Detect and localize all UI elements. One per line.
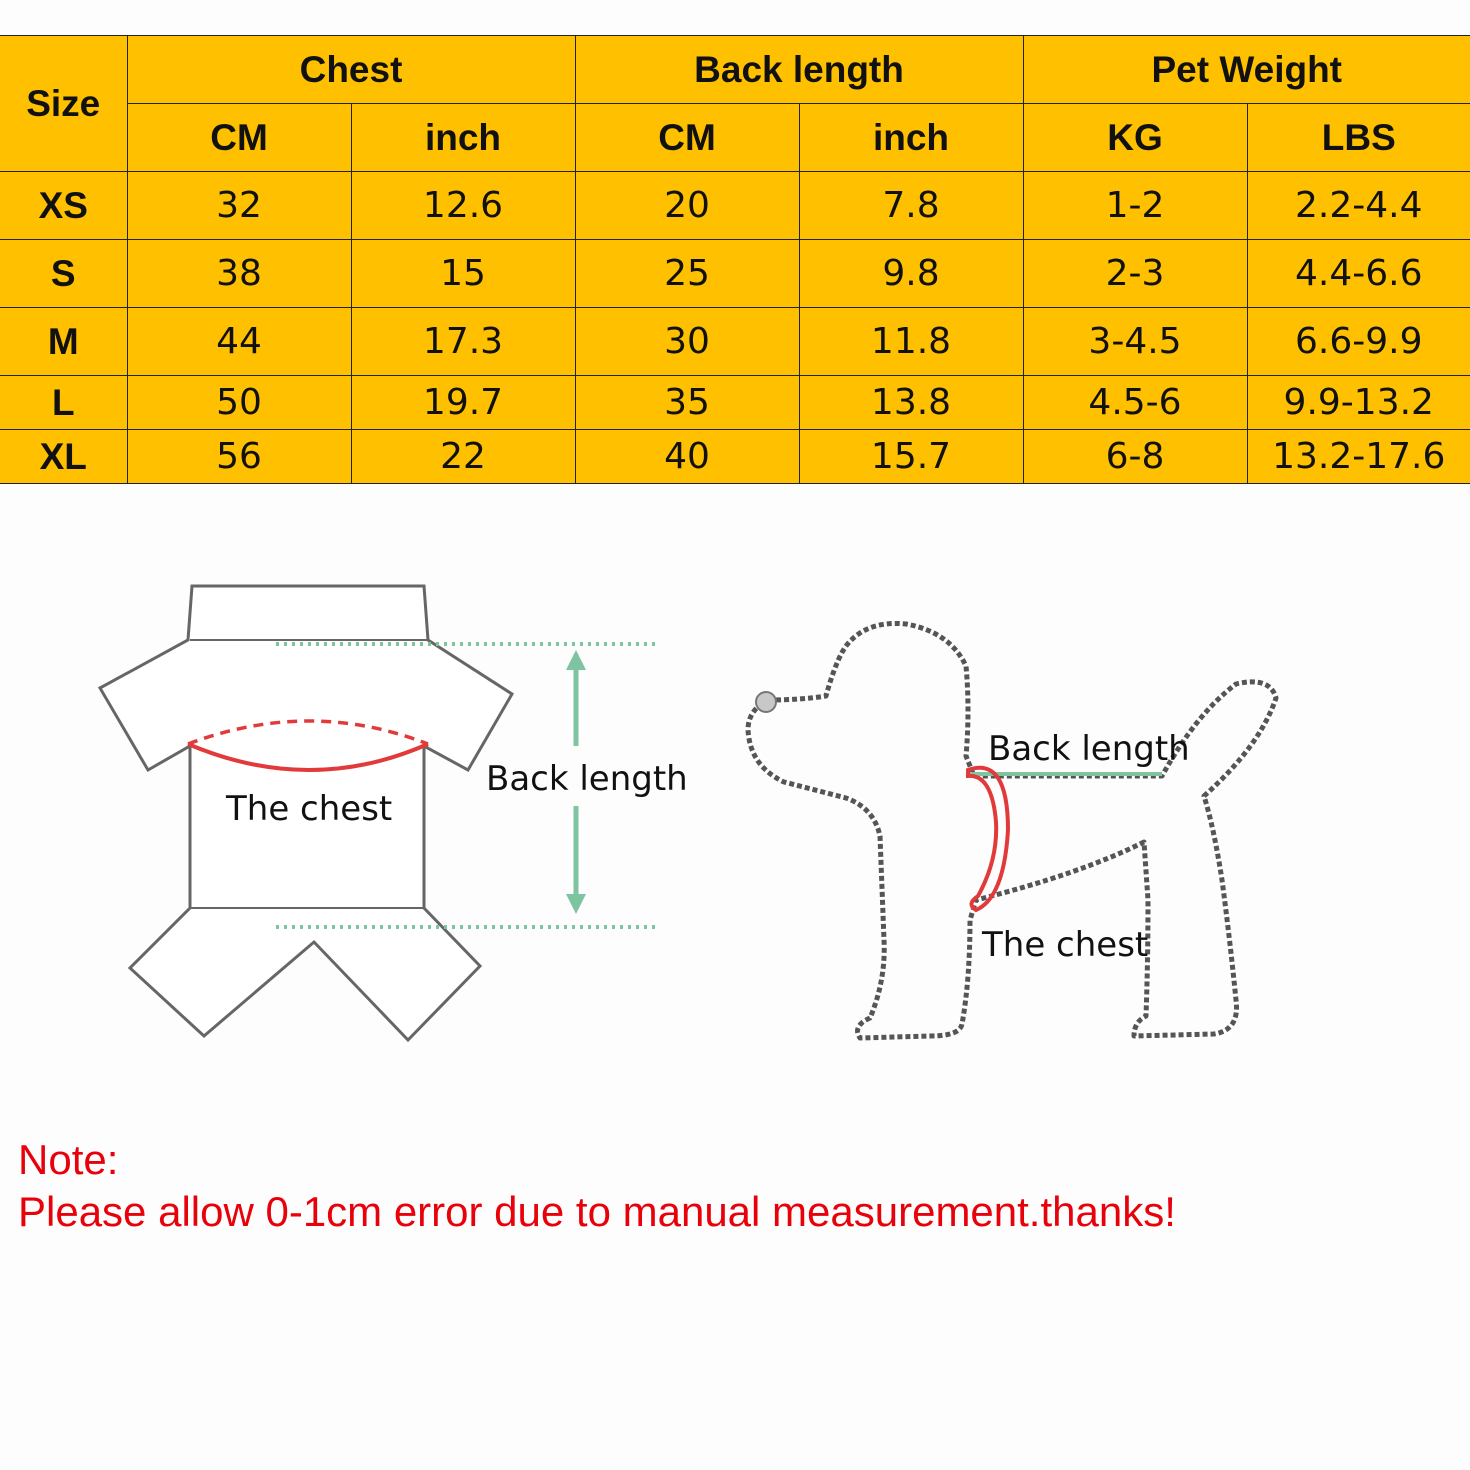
dog-chest-band bbox=[968, 768, 1008, 910]
table-cell: 13.8 bbox=[799, 376, 1023, 430]
size-cell: XS bbox=[0, 172, 127, 240]
table-cell: 15 bbox=[351, 240, 575, 308]
table-cell: 32 bbox=[127, 172, 351, 240]
size-cell: L bbox=[0, 376, 127, 430]
table-cell: 2.2-4.4 bbox=[1247, 172, 1470, 240]
table-header-row bbox=[0, 36, 1470, 104]
table-cell: 35 bbox=[575, 376, 799, 430]
dog-outline bbox=[748, 623, 1276, 1038]
arrow-down-icon bbox=[566, 894, 586, 914]
unit-header: CM bbox=[127, 104, 351, 172]
table-cell: 30 bbox=[575, 308, 799, 376]
size-cell: S bbox=[0, 240, 127, 308]
size-chart-table bbox=[0, 35, 1470, 484]
unit-header: LBS bbox=[1247, 104, 1470, 172]
chest-header: Chest bbox=[127, 36, 575, 104]
table-cell: 9.9-13.2 bbox=[1247, 376, 1470, 430]
size-header: Size bbox=[0, 36, 127, 172]
size-cell: M bbox=[0, 308, 127, 376]
dog-diagram bbox=[748, 623, 1276, 1038]
table-cell: 56 bbox=[127, 430, 351, 484]
table-cell: 19.7 bbox=[351, 376, 575, 430]
measurement-note bbox=[18, 1134, 1176, 1238]
dog-chest-label: The chest bbox=[982, 925, 1149, 965]
table-cell: 4.4-6.6 bbox=[1247, 240, 1470, 308]
note-text: Please allow 0-1cm error due to manual measurement.thanks! bbox=[18, 1188, 1176, 1235]
table-row bbox=[0, 240, 1470, 308]
table-cell: 12.6 bbox=[351, 172, 575, 240]
table-cell: 7.8 bbox=[799, 172, 1023, 240]
size-cell: XL bbox=[0, 430, 127, 484]
table-cell: 15.7 bbox=[799, 430, 1023, 484]
clothing-chest-label: The chest bbox=[226, 789, 393, 829]
table-row bbox=[0, 430, 1470, 484]
table-row bbox=[0, 308, 1470, 376]
clothing-diagram bbox=[100, 586, 688, 1040]
table-cell: 6-8 bbox=[1023, 430, 1247, 484]
unit-header: KG bbox=[1023, 104, 1247, 172]
table-cell: 4.5-6 bbox=[1023, 376, 1247, 430]
table-cell: 50 bbox=[127, 376, 351, 430]
dog-back-length-label: Back length bbox=[988, 729, 1190, 769]
table-cell: 22 bbox=[351, 430, 575, 484]
table-cell: 40 bbox=[575, 430, 799, 484]
back-length-header: Back length bbox=[575, 36, 1023, 104]
table-cell: 17.3 bbox=[351, 308, 575, 376]
unit-header: inch bbox=[799, 104, 1023, 172]
table-cell: 6.6-9.9 bbox=[1247, 308, 1470, 376]
table-cell: 3-4.5 bbox=[1023, 308, 1247, 376]
table-cell: 25 bbox=[575, 240, 799, 308]
table-row bbox=[0, 172, 1470, 240]
measurement-diagrams bbox=[0, 560, 1470, 1080]
unit-header: inch bbox=[351, 104, 575, 172]
table-cell: 11.8 bbox=[799, 308, 1023, 376]
note-title: Note: bbox=[18, 1136, 119, 1183]
table-cell: 9.8 bbox=[799, 240, 1023, 308]
table-subheader-row bbox=[0, 104, 1470, 172]
table-row bbox=[0, 376, 1470, 430]
clothing-back-length-label: Back length bbox=[486, 759, 688, 799]
table-cell: 38 bbox=[127, 240, 351, 308]
table-cell: 13.2-17.6 bbox=[1247, 430, 1470, 484]
table-cell: 2-3 bbox=[1023, 240, 1247, 308]
table-cell: 44 bbox=[127, 308, 351, 376]
table-cell: 1-2 bbox=[1023, 172, 1247, 240]
table-cell: 20 bbox=[575, 172, 799, 240]
unit-header: CM bbox=[575, 104, 799, 172]
dog-nose-icon bbox=[756, 692, 776, 712]
pet-weight-header: Pet Weight bbox=[1023, 36, 1470, 104]
arrow-up-icon bbox=[566, 650, 586, 670]
